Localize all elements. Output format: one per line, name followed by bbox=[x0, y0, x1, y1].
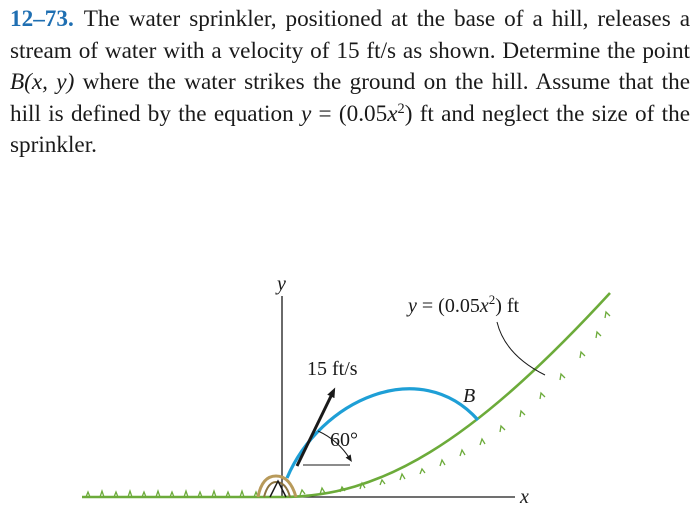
sprinkler bbox=[258, 476, 296, 497]
velocity-arrow bbox=[297, 392, 333, 466]
hill-equation-suffix: ) ft bbox=[495, 295, 520, 317]
point-coordinates: (x, y) bbox=[24, 69, 75, 95]
angle-label: 60° bbox=[330, 429, 358, 451]
hill-equation-y: y bbox=[408, 295, 417, 317]
problem-number: 12–73. bbox=[10, 6, 74, 32]
problem-text-part-3: ) ft and neglect the size of the sprinkler. bbox=[10, 100, 690, 158]
equation-exponent: 2 bbox=[397, 100, 405, 117]
equation-lhs: y bbox=[300, 100, 312, 127]
equation-variable: x bbox=[387, 100, 398, 127]
x-axis-label: x bbox=[520, 486, 529, 508]
equation-middle: = (0.05 bbox=[311, 100, 388, 127]
point-label: B bbox=[10, 69, 25, 95]
problem-text-part-2: where the water strikes the ground on the hill. Assume that the hill is defined by the equation bbox=[10, 69, 690, 127]
point-b-label: B bbox=[463, 385, 476, 407]
hill-equation-exponent: 2 bbox=[488, 292, 496, 307]
velocity-label: 15 ft/s bbox=[307, 358, 358, 380]
hill-equation-variable: x bbox=[479, 295, 489, 317]
hill-equation-label bbox=[406, 292, 520, 317]
y-axis-label: y bbox=[277, 273, 286, 295]
hill-grass bbox=[300, 312, 610, 495]
problem-text-part-1: The water sprinkler, positioned at the base of a hill, releases a stream of water with a velocity of 15 ft/s as shown. Determine the point bbox=[10, 6, 690, 64]
hill-equation-prefix: = (0.05 bbox=[416, 295, 480, 317]
